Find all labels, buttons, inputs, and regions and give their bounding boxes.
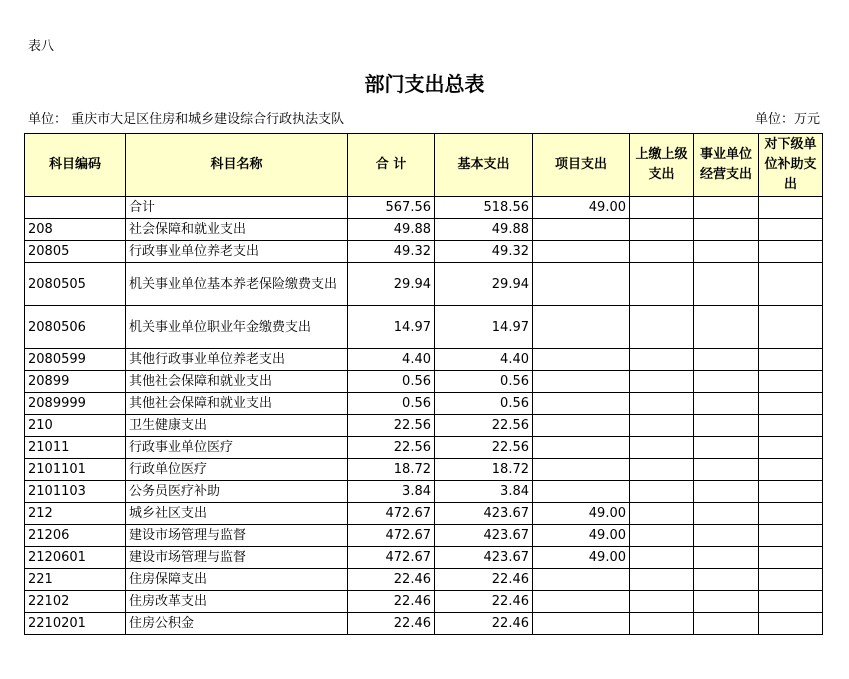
cell-name: 行政事业单位养老支出 bbox=[126, 241, 348, 263]
cell-business-operation bbox=[694, 569, 759, 591]
cell-code: 208 bbox=[25, 219, 126, 241]
table-row bbox=[25, 437, 823, 459]
cell-subsidy-lower bbox=[759, 197, 823, 219]
table-row bbox=[25, 525, 823, 547]
cell-name: 卫生健康支出 bbox=[126, 415, 348, 437]
cell-project bbox=[533, 263, 630, 306]
cell-business-operation bbox=[694, 437, 759, 459]
cell-code: 20899 bbox=[25, 371, 126, 393]
cell-total: 22.46 bbox=[348, 569, 435, 591]
cell-remit-upper bbox=[630, 241, 694, 263]
cell-total: 22.56 bbox=[348, 437, 435, 459]
cell-project bbox=[533, 613, 630, 635]
header-total: 合 计 bbox=[348, 134, 435, 197]
header-subsidy-lower: 对下级单位补助支出 bbox=[759, 134, 823, 197]
cell-total: 49.88 bbox=[348, 219, 435, 241]
cell-basic: 22.56 bbox=[435, 437, 533, 459]
cell-code: 2089999 bbox=[25, 393, 126, 415]
cell-project: 49.00 bbox=[533, 547, 630, 569]
cell-basic: 22.46 bbox=[435, 591, 533, 613]
cell-remit-upper bbox=[630, 219, 694, 241]
cell-name: 行政单位医疗 bbox=[126, 459, 348, 481]
cell-basic: 22.46 bbox=[435, 613, 533, 635]
cell-remit-upper bbox=[630, 349, 694, 371]
cell-code: 2101103 bbox=[25, 481, 126, 503]
cell-remit-upper bbox=[630, 415, 694, 437]
cell-basic: 423.67 bbox=[435, 525, 533, 547]
cell-remit-upper bbox=[630, 569, 694, 591]
table-row bbox=[25, 197, 823, 219]
cell-code: 2080599 bbox=[25, 349, 126, 371]
cell-total: 472.67 bbox=[348, 525, 435, 547]
cell-project: 49.00 bbox=[533, 525, 630, 547]
cell-code: 22102 bbox=[25, 591, 126, 613]
cell-basic: 518.56 bbox=[435, 197, 533, 219]
cell-code: 2101101 bbox=[25, 459, 126, 481]
cell-subsidy-lower bbox=[759, 437, 823, 459]
cell-business-operation bbox=[694, 481, 759, 503]
table-row bbox=[25, 219, 823, 241]
expenditure-table bbox=[24, 133, 823, 635]
cell-name: 住房改革支出 bbox=[126, 591, 348, 613]
cell-total: 18.72 bbox=[348, 459, 435, 481]
cell-remit-upper bbox=[630, 393, 694, 415]
cell-name: 住房公积金 bbox=[126, 613, 348, 635]
unit-currency: 单位：万元 bbox=[754, 112, 820, 127]
cell-subsidy-lower bbox=[759, 503, 823, 525]
cell-project bbox=[533, 591, 630, 613]
cell-remit-upper bbox=[630, 437, 694, 459]
cell-project: 49.00 bbox=[533, 503, 630, 525]
cell-business-operation bbox=[694, 241, 759, 263]
cell-business-operation bbox=[694, 306, 759, 349]
cell-name: 合计 bbox=[126, 197, 348, 219]
cell-name: 城乡社区支出 bbox=[126, 503, 348, 525]
cell-code: 2210201 bbox=[25, 613, 126, 635]
cell-remit-upper bbox=[630, 371, 694, 393]
cell-total: 472.67 bbox=[348, 503, 435, 525]
table-row bbox=[25, 591, 823, 613]
cell-basic: 22.56 bbox=[435, 415, 533, 437]
cell-subsidy-lower bbox=[759, 591, 823, 613]
cell-business-operation bbox=[694, 459, 759, 481]
cell-remit-upper bbox=[630, 459, 694, 481]
cell-subsidy-lower bbox=[759, 613, 823, 635]
cell-basic: 49.32 bbox=[435, 241, 533, 263]
page-title: 部门支出总表 bbox=[364, 72, 485, 96]
table-row bbox=[25, 393, 823, 415]
cell-name: 其他社会保障和就业支出 bbox=[126, 393, 348, 415]
table-number-label: 表八 bbox=[28, 39, 55, 54]
cell-total: 22.46 bbox=[348, 613, 435, 635]
cell-basic: 0.56 bbox=[435, 393, 533, 415]
cell-name: 社会保障和就业支出 bbox=[126, 219, 348, 241]
cell-basic: 4.40 bbox=[435, 349, 533, 371]
table-row bbox=[25, 371, 823, 393]
cell-remit-upper bbox=[630, 525, 694, 547]
cell-business-operation bbox=[694, 613, 759, 635]
cell-total: 14.97 bbox=[348, 306, 435, 349]
cell-name: 建设市场管理与监督 bbox=[126, 525, 348, 547]
cell-project: 49.00 bbox=[533, 197, 630, 219]
cell-subsidy-lower bbox=[759, 219, 823, 241]
cell-subsidy-lower bbox=[759, 263, 823, 306]
table-body bbox=[25, 197, 823, 635]
cell-project bbox=[533, 393, 630, 415]
cell-remit-upper bbox=[630, 197, 694, 219]
cell-project bbox=[533, 371, 630, 393]
cell-total: 22.56 bbox=[348, 415, 435, 437]
cell-basic: 0.56 bbox=[435, 371, 533, 393]
cell-business-operation bbox=[694, 525, 759, 547]
cell-business-operation bbox=[694, 371, 759, 393]
header-basic-expenditure: 基本支出 bbox=[435, 134, 533, 197]
cell-subsidy-lower bbox=[759, 393, 823, 415]
cell-business-operation bbox=[694, 591, 759, 613]
cell-basic: 49.88 bbox=[435, 219, 533, 241]
cell-project bbox=[533, 481, 630, 503]
table-row bbox=[25, 547, 823, 569]
cell-name: 其他行政事业单位养老支出 bbox=[126, 349, 348, 371]
cell-total: 567.56 bbox=[348, 197, 435, 219]
cell-subsidy-lower bbox=[759, 547, 823, 569]
header-row bbox=[25, 134, 823, 197]
cell-project bbox=[533, 415, 630, 437]
cell-project bbox=[533, 219, 630, 241]
cell-total: 0.56 bbox=[348, 393, 435, 415]
cell-remit-upper bbox=[630, 547, 694, 569]
cell-code: 2080505 bbox=[25, 263, 126, 306]
table-row bbox=[25, 241, 823, 263]
cell-remit-upper bbox=[630, 613, 694, 635]
cell-total: 22.46 bbox=[348, 591, 435, 613]
table-row bbox=[25, 306, 823, 349]
cell-business-operation bbox=[694, 219, 759, 241]
cell-remit-upper bbox=[630, 481, 694, 503]
cell-project bbox=[533, 459, 630, 481]
cell-remit-upper bbox=[630, 503, 694, 525]
header-project-expenditure: 项目支出 bbox=[533, 134, 630, 197]
cell-business-operation bbox=[694, 197, 759, 219]
cell-business-operation bbox=[694, 415, 759, 437]
cell-subsidy-lower bbox=[759, 349, 823, 371]
cell-name: 其他社会保障和就业支出 bbox=[126, 371, 348, 393]
cell-name: 公务员医疗补助 bbox=[126, 481, 348, 503]
cell-subsidy-lower bbox=[759, 569, 823, 591]
cell-basic: 423.67 bbox=[435, 547, 533, 569]
cell-business-operation bbox=[694, 263, 759, 306]
cell-subsidy-lower bbox=[759, 481, 823, 503]
cell-name: 机关事业单位基本养老保险缴费支出 bbox=[126, 263, 348, 306]
table-row bbox=[25, 613, 823, 635]
cell-basic: 18.72 bbox=[435, 459, 533, 481]
cell-subsidy-lower bbox=[759, 459, 823, 481]
cell-business-operation bbox=[694, 393, 759, 415]
cell-total: 49.32 bbox=[348, 241, 435, 263]
cell-code bbox=[25, 197, 126, 219]
cell-code: 212 bbox=[25, 503, 126, 525]
cell-total: 0.56 bbox=[348, 371, 435, 393]
cell-code: 21011 bbox=[25, 437, 126, 459]
cell-business-operation bbox=[694, 547, 759, 569]
cell-project bbox=[533, 349, 630, 371]
cell-basic: 3.84 bbox=[435, 481, 533, 503]
cell-name: 机关事业单位职业年金缴费支出 bbox=[126, 306, 348, 349]
cell-total: 4.40 bbox=[348, 349, 435, 371]
cell-subsidy-lower bbox=[759, 306, 823, 349]
cell-name: 建设市场管理与监督 bbox=[126, 547, 348, 569]
cell-project bbox=[533, 306, 630, 349]
cell-business-operation bbox=[694, 503, 759, 525]
cell-project bbox=[533, 569, 630, 591]
cell-business-operation bbox=[694, 349, 759, 371]
table-row bbox=[25, 349, 823, 371]
cell-basic: 22.46 bbox=[435, 569, 533, 591]
header-remit-upper: 上缴上级支出 bbox=[630, 134, 694, 197]
cell-code: 21206 bbox=[25, 525, 126, 547]
cell-basic: 29.94 bbox=[435, 263, 533, 306]
table-row bbox=[25, 481, 823, 503]
cell-remit-upper bbox=[630, 263, 694, 306]
cell-code: 2120601 bbox=[25, 547, 126, 569]
table-row bbox=[25, 503, 823, 525]
cell-basic: 423.67 bbox=[435, 503, 533, 525]
cell-code: 210 bbox=[25, 415, 126, 437]
header-subject-code: 科目编码 bbox=[25, 134, 126, 197]
cell-total: 472.67 bbox=[348, 547, 435, 569]
table-row bbox=[25, 569, 823, 591]
cell-remit-upper bbox=[630, 591, 694, 613]
cell-project bbox=[533, 437, 630, 459]
cell-total: 29.94 bbox=[348, 263, 435, 306]
cell-total: 3.84 bbox=[348, 481, 435, 503]
cell-subsidy-lower bbox=[759, 415, 823, 437]
header-business-operation: 事业单位经营支出 bbox=[694, 134, 759, 197]
table-row bbox=[25, 263, 823, 306]
cell-subsidy-lower bbox=[759, 525, 823, 547]
cell-basic: 14.97 bbox=[435, 306, 533, 349]
header-subject-name: 科目名称 bbox=[126, 134, 348, 197]
cell-subsidy-lower bbox=[759, 241, 823, 263]
unit-organization: 单位： 重庆市大足区住房和城乡建设综合行政执法支队 bbox=[28, 112, 345, 127]
cell-remit-upper bbox=[630, 306, 694, 349]
cell-code: 20805 bbox=[25, 241, 126, 263]
cell-subsidy-lower bbox=[759, 371, 823, 393]
cell-name: 行政事业单位医疗 bbox=[126, 437, 348, 459]
cell-code: 2080506 bbox=[25, 306, 126, 349]
table-row bbox=[25, 415, 823, 437]
cell-project bbox=[533, 241, 630, 263]
table-row bbox=[25, 459, 823, 481]
cell-name: 住房保障支出 bbox=[126, 569, 348, 591]
cell-code: 221 bbox=[25, 569, 126, 591]
